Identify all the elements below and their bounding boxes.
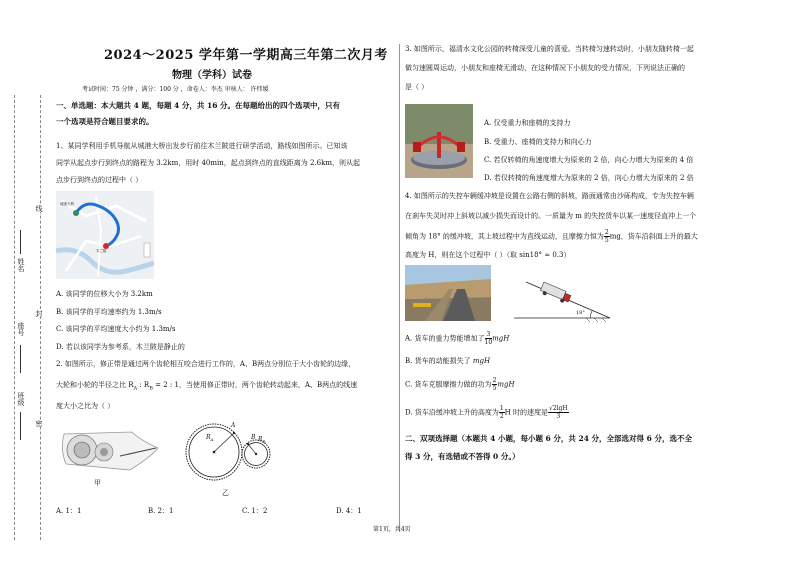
q4-incline-diagram: [510, 276, 614, 324]
q3-option-a: A. 仅受重力和座椅的支持力: [484, 119, 571, 127]
binding-line-label: 线: [35, 205, 43, 212]
page-title: 2024～2025 学年第一学期高三年第二次月考: [104, 48, 388, 63]
q3-stem-line2: 做匀速圆周运动，小朋友和座椅无滑动，在这种情况下小朋友的受力情况，下列说法正确的: [405, 64, 685, 72]
binding-line: [14, 95, 15, 540]
q1-option-d: D. 若以该同学为参考系，木兰陂是静止的: [56, 343, 185, 351]
q2-option-d: D. 4：1: [336, 507, 362, 515]
q3-merry-go-round-photo: [405, 104, 473, 178]
q4-escape-ramp-photo: [405, 265, 491, 321]
q2-label-jia: 甲: [94, 479, 101, 487]
page-subtitle: 物理（学科）试卷: [172, 70, 252, 81]
q1-map-image: [56, 191, 154, 279]
seat-blank: [20, 345, 21, 373]
class-label: 班级: [17, 392, 25, 406]
q3-option-c: C. 若仅转椅的角速度增大为原来的 2 倍，向心力增大为原来的 4 倍: [484, 156, 694, 164]
q1-option-b: B. 该同学的平均速率约为 1.3m/s: [56, 308, 162, 316]
q2-correction-tape-image: [60, 426, 160, 474]
q1-stem-line3: 点步行到终点的过程中（ ）: [56, 176, 143, 184]
q4-stem-line4: 高度为 H，则在这个过程中（ ）（取 sin18° ≈ 0.3）: [405, 251, 571, 259]
q3-stem-line1: 3. 如图所示，福清水文化公园的转椅深受儿童的喜爱。当转椅匀速转动时，小朋友随转椅一起: [405, 45, 694, 53]
section1-heading-line2: 一个选项是符合题目要求的。: [56, 117, 154, 126]
name-label: 姓名: [17, 258, 25, 272]
q4-stem-line1: 4. 如图所示的失控车辆缓冲坡是设置在公路右侧的斜坡，路面通常由沙砾构成，专为失控车辆: [405, 192, 694, 200]
map-start-label: 城港大桥: [60, 202, 74, 206]
exam-meta: 考试时间：75 分钟 ，满分：100 分 ，命卷人：李杰 审核人： 许炜媛: [82, 86, 269, 93]
q3-stem-line3: 是（ ）: [405, 83, 429, 91]
q2-stem-line2: 大轮和小轮的半径之比 $R_A$ : $R_B = 2$ : 1，当使用修正带时，两个齿轮转动起来，A、B两点的线速: [56, 381, 358, 392]
class-blank: [20, 412, 21, 440]
name-blank: [20, 230, 21, 254]
gear-rb-label: $R_B$: [258, 436, 266, 445]
q3-option-b: B. 受重力、座椅的支持力和向心力: [484, 138, 592, 146]
q2-stem-line3: 度大小之比为（ ）: [56, 402, 115, 410]
q2-option-a: A. 1：1: [56, 507, 82, 515]
q1-stem-line1: 1、某同学利用手机导航从城港大桥出发步行前往木兰陂进行研学活动，路线如图所示。已知该: [56, 142, 348, 150]
q2-option-c: C. 1：2: [242, 507, 268, 515]
q1-option-a: A. 该同学的位移大小为 3.2km: [56, 290, 153, 298]
section2-heading-line2: 得 3 分，有选错或不答得 0 分。）: [405, 452, 520, 461]
page-footer: 第1页，共4页: [373, 526, 411, 533]
column-divider: [399, 44, 400, 532]
section2-heading-line1: 二、双项选择题（本题共 4 小题，每小题 6 分，共 24 分，全部选对得 6 分，选不全: [405, 434, 692, 443]
q4-option-b: B. 货车的动能损失了 mgH: [405, 357, 491, 365]
q2-stem-line1: 2. 如图所示，修正带是通过两个齿轮相互咬合进行工作的，A、B两点分别位于大小齿轮的边缘，: [56, 360, 356, 368]
binding-seal-label: 封: [35, 310, 43, 317]
incline-angle-label: 18°: [576, 310, 585, 316]
q4-option-c: C. 货车克服摩擦力做的功为 $\frac{2}{5}$ mgH: [405, 377, 515, 392]
gear-point-b-label: B: [251, 434, 256, 441]
q2-gear-diagram: [176, 420, 282, 486]
q4-stem-line3: 倾角为 18° 的缓冲坡，其上坡过程中为直线运动，且摩擦力恒为 $\frac{2}{5}$ mg，货车沿斜面上升的最大: [405, 229, 698, 244]
q1-option-c: C. 该同学的平均速度大小约为 1.3m/s: [56, 325, 176, 333]
seat-label: 座号: [17, 322, 25, 336]
binding-secret-label: 密: [35, 420, 43, 427]
gear-point-a-label: A: [231, 422, 236, 429]
q1-stem-line2: 同学从起点步行到终点的路程为 3.2km，用时 40min，起点到终点的直线距离为 2.6km，则从起: [56, 159, 360, 167]
map-end-label: 木兰陂: [96, 249, 107, 253]
q2-option-b: B. 2：1: [148, 507, 174, 515]
section1-heading-line1: 一、单选题：本大题共 4 题，每题 4 分，共 16 分。在每题给出的四个选项中，只有: [56, 101, 341, 110]
q4-option-d: D. 货车沿缓冲坡上升的高度为 $\frac{1}{2}$ H 时的速度是 $\frac{√2\lg H}{3}$: [405, 405, 568, 420]
q2-label-yi: 乙: [222, 489, 229, 497]
q3-option-d: D. 若仅转椅的角速度增大为原来的 2 倍，向心力增大为原来的 2 倍: [484, 174, 694, 182]
q4-stem-line2: 在刹车失灵时冲上斜坡以减少损失而设计的。一质量为 m 的失控货车以某一速度径直冲上一个: [405, 212, 697, 220]
q4-option-a: A. 货车的重力势能增加了 $\frac{3}{10}$ mgH: [405, 331, 510, 346]
binding-line-inner: [40, 95, 41, 540]
gear-ra-label: $R_A$: [206, 434, 214, 443]
